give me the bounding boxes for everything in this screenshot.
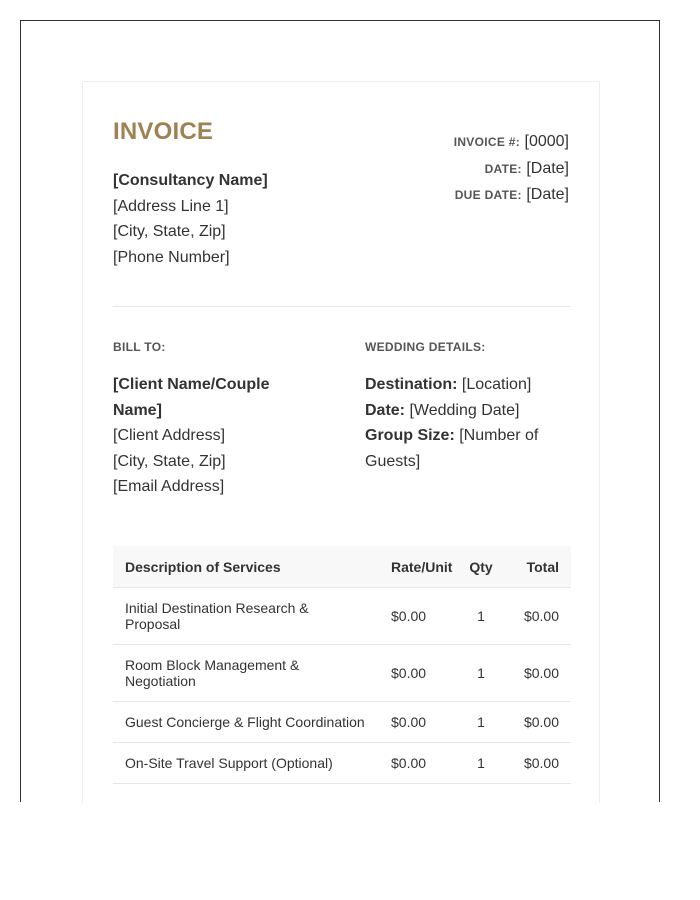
service-description: Guest Concierge & Flight Coordination xyxy=(113,702,379,743)
due-date-label: DUE DATE: xyxy=(454,188,522,202)
company-address-line-1: [Address Line 1] xyxy=(113,197,229,215)
wedding-date-row xyxy=(365,398,571,424)
bill-to-block xyxy=(113,372,303,500)
service-total: $0.00 xyxy=(501,702,571,743)
client-email: [Email Address] xyxy=(113,478,225,495)
invoice-date-value: [Date] xyxy=(526,159,569,177)
service-description: On-Site Travel Support (Optional) xyxy=(113,743,379,784)
document-page xyxy=(20,20,660,802)
client-address: [Client Address] xyxy=(113,427,226,444)
company-phone: [Phone Number] xyxy=(113,248,230,266)
invoice-date-label: DATE: xyxy=(484,161,522,176)
service-rate: $0.00 xyxy=(379,588,461,645)
table-header-row xyxy=(113,546,571,588)
wedding-date-label: Date: xyxy=(365,401,406,419)
table-row xyxy=(113,588,571,645)
service-qty: 1 xyxy=(461,702,501,743)
destination-row xyxy=(365,372,571,398)
company-name: [Consultancy Name] xyxy=(113,172,268,189)
bill-to-label: BILL TO: xyxy=(113,340,166,354)
services-table xyxy=(113,546,571,784)
invoice-number-label: INVOICE #: xyxy=(453,135,521,149)
column-header-rate: Rate/Unit xyxy=(379,546,461,588)
table-row xyxy=(113,645,571,702)
invoice-meta xyxy=(454,129,569,209)
destination-value: [Location] xyxy=(461,376,532,393)
table-row xyxy=(113,702,571,743)
company-city-state-zip: [City, State, Zip] xyxy=(113,223,226,240)
group-size-label: Group Size: xyxy=(365,427,455,444)
service-qty: 1 xyxy=(461,743,501,784)
client-name: [Client Name/Couple Name] xyxy=(113,376,270,419)
group-size-row xyxy=(365,423,571,474)
destination-label: Destination: xyxy=(365,376,458,393)
column-header-qty: Qty xyxy=(461,546,501,588)
invoice-number-row xyxy=(454,129,569,156)
column-header-total: Total xyxy=(501,546,571,588)
invoice-title: INVOICE xyxy=(113,118,214,145)
invoice-date-row xyxy=(454,156,569,183)
invoice-card xyxy=(82,81,600,803)
service-rate: $0.00 xyxy=(379,645,461,702)
header-divider xyxy=(113,306,571,307)
due-date-value: [Date] xyxy=(526,186,569,203)
wedding-date-value: [Wedding Date] xyxy=(409,401,520,419)
service-rate: $0.00 xyxy=(379,702,461,743)
wedding-details-label: WEDDING DETAILS: xyxy=(365,340,486,354)
service-qty: 1 xyxy=(461,588,501,645)
wedding-details-block xyxy=(365,372,571,474)
due-date-row xyxy=(454,182,569,209)
service-total: $0.00 xyxy=(501,743,571,784)
service-description: Room Block Management & Negotiation xyxy=(113,645,379,702)
group-size-value: [Number of Guests] xyxy=(365,427,539,470)
service-total: $0.00 xyxy=(501,588,571,645)
service-rate: $0.00 xyxy=(379,743,461,784)
invoice-number-value: [0000] xyxy=(524,133,569,150)
service-qty: 1 xyxy=(461,645,501,702)
table-row xyxy=(113,743,571,784)
client-city-state-zip: [City, State, Zip] xyxy=(113,452,226,470)
service-description: Initial Destination Research & Proposal xyxy=(113,588,379,645)
service-total: $0.00 xyxy=(501,645,571,702)
company-info xyxy=(113,168,268,270)
column-header-description: Description of Services xyxy=(113,546,379,588)
